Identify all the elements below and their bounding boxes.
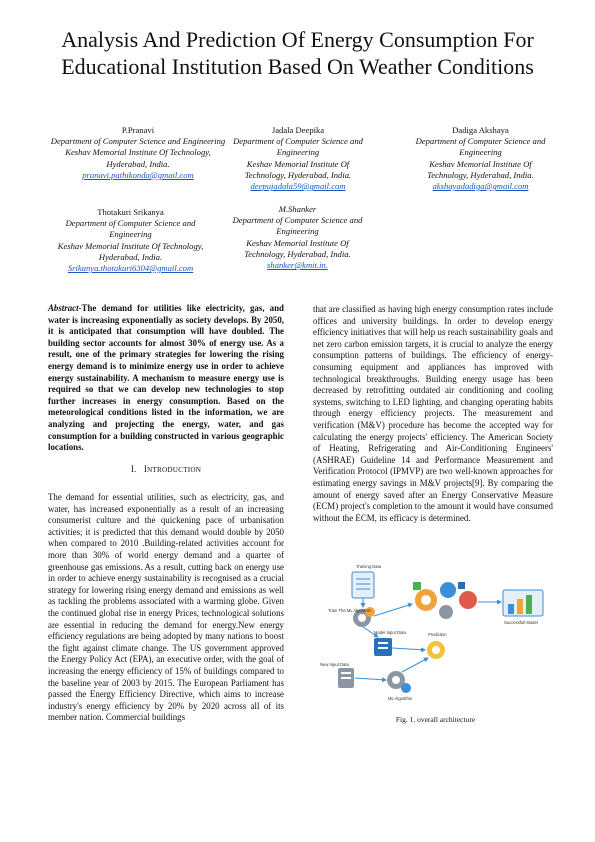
author-block-1 <box>48 125 228 181</box>
author-dept: Department of Computer Science and Engineering <box>50 136 226 147</box>
intro-paragraph: The demand for essential utilities, such as electricity, gas, and water, has increased exponentially as a result of an increasing consumerist culture and the quickening pace of urbanisation activities; it is predicted that this demand would double by 2050 when compared to 2010 .Building-related activities account for more than 30% of world energy demand and a quarter of greenhouse gas emissions. As a result, cutting back on energy use in order to achieve energy sustainability is recognised as a crucial strategy for lowering rising energy demand and emissions as well as tackling the problems associated with a warming globe. Given the continued global rise in energy Prices, technological solutions are essential in reducing the demand for energy.New energy efficiency regulations are being adopted by many nations to boost the fight against climate change. The US government approved the Energy Policy Act (EPA), an executive order, with the goal of increasing the energy efficiency of 15% of buildings compared to the baseline year of 2003 by 2015. The European Parliament has passed the Energy Efficiency Directive, which aims to increase industry's energy efficiency by 20% by 2020 across all of its member nation. Commercial buildings <box>48 492 284 723</box>
author-email[interactable]: Srikanya.thotakuri6304@gmail.com <box>67 263 194 274</box>
label-train-text: Train The ML Algorithm <box>328 608 372 613</box>
author-email[interactable]: pranavi.pathikonda@gmail.com <box>82 169 194 180</box>
author-name: Dadiga Akshaya <box>452 125 509 135</box>
label-ml-algorithm: ML Algorithm <box>388 696 413 701</box>
abstract-label: Abstract- <box>48 303 82 313</box>
paper-title: Analysis And Prediction Of Energy Consumption For Educational Institution Based On Weather Conditions <box>61 27 534 79</box>
new-input-data-icon <box>338 668 354 688</box>
abstract-text: The demand for utilities like electricity, gas, and water is increasing exponentially as society develops. By 2050, it is anticipated that consumption will have doubled. The building sector accounts for almost 30% of energy use. As a result, one of the primary strategies for lowering the rising energy demand is to minimize energy use in order to achieve energy sustainability. A mechanism to measure energy use is required so that we can develop new technologies to stop further increases in energy consumption. Based on the meteorological conditions listed in the information, we are analyzing and projecting the energy, water, and gas consumption for a building constructed in various geographic locations. <box>48 303 284 453</box>
author-name: P.Pranavi <box>121 125 155 135</box>
label-train <box>328 608 372 613</box>
section-number: I. <box>130 464 137 474</box>
author-institute: Keshav Memorial Institute Of Technology, Hyderabad, India. <box>57 240 204 262</box>
author-email[interactable]: shanker@kmit.in. <box>267 260 328 271</box>
ml-algorithm-icon <box>387 671 411 693</box>
figure-caption: Fig. 1. overall architecture <box>395 715 476 724</box>
label-new-input: New Input Data <box>320 662 349 667</box>
author-institute: Keshav Memorial Institute Of Technology, Hyderabad, India. <box>65 147 211 169</box>
author-dept: Department of Computer Science and Engineering <box>232 215 363 237</box>
label-model-input: Model Input Data <box>374 630 406 635</box>
label-prediction: Prediction <box>428 632 447 637</box>
author-dept: Department of Computer Science and Engineering <box>233 136 363 158</box>
author-block-3 <box>408 125 553 192</box>
section-title-first: I <box>143 464 148 474</box>
right-column-paragraph: that are classified as having high energy consumption rates include offices and university buildings. In order to develop energy efficiency initiatives that will help us reach sustainability goals and net zero carbon emission targets, it is crucial to analyze the energy consumption patterns of buildings. The efficiency of energy-consuming equipment and appliances has improved with technological breakthroughs. Building energy usage has been decreased by retrofitting outdated air conditioning and cooling systems, switching to LED lighting, and changing operating habits through energy efficiency projects. The measurement and verification (M&V) procedure has become the accepted way for calculating the energy projects' efficiency. The American Society of Heating, Refrigerating and Air-Conditioning Engineers' (ASHRAE) Guideline 14 and Performance Measurement and Verification Protocol (IPMVP) are two well-known approaches for estimating energy savings in M&V projects[9]. By comparing the amount of energy saved after an Energy Conservative Measure (ECM) project's completion to the amount it would have consumed without the ECM, its efficacy is determined. <box>313 304 553 523</box>
author-email[interactable]: akshayadadiga@gmail.com <box>432 181 529 192</box>
author-name: Thotakuri Srikanya <box>97 207 164 217</box>
author-name: M.Shanker <box>278 204 317 214</box>
section-title-rest: NTRODUCTION <box>147 466 202 474</box>
training-data-icon <box>352 572 374 598</box>
author-block-4 <box>48 207 213 274</box>
author-institute: Keshav Memorial Institute Of Technology, Hyderabad, India. <box>427 158 534 180</box>
architecture-figure <box>318 560 553 710</box>
label-successful-model: Successfull Model <box>504 620 538 625</box>
author-email[interactable]: deepujadala59@gmail.com <box>250 181 346 192</box>
section-heading <box>48 464 284 474</box>
author-dept: Department of Computer Science and Engineering <box>415 136 546 158</box>
author-institute: Keshav Memorial Institute Of Technology, Hyderabad, India. <box>244 237 351 259</box>
successful-model-icon <box>503 590 543 616</box>
model-cluster-icon <box>413 582 477 619</box>
author-block-2 <box>228 125 368 192</box>
model-input-data-icon <box>374 638 392 656</box>
author-name: Jadala Deepika <box>271 125 325 135</box>
abstract <box>48 303 284 454</box>
prediction-icon <box>427 641 445 659</box>
label-training-data: Training Data <box>356 564 381 569</box>
author-dept: Department of Computer Science and Engineering <box>65 218 196 240</box>
author-institute: Keshav Memorial Institute Of Technology, Hyderabad, India. <box>244 158 352 180</box>
author-block-5 <box>225 204 370 271</box>
